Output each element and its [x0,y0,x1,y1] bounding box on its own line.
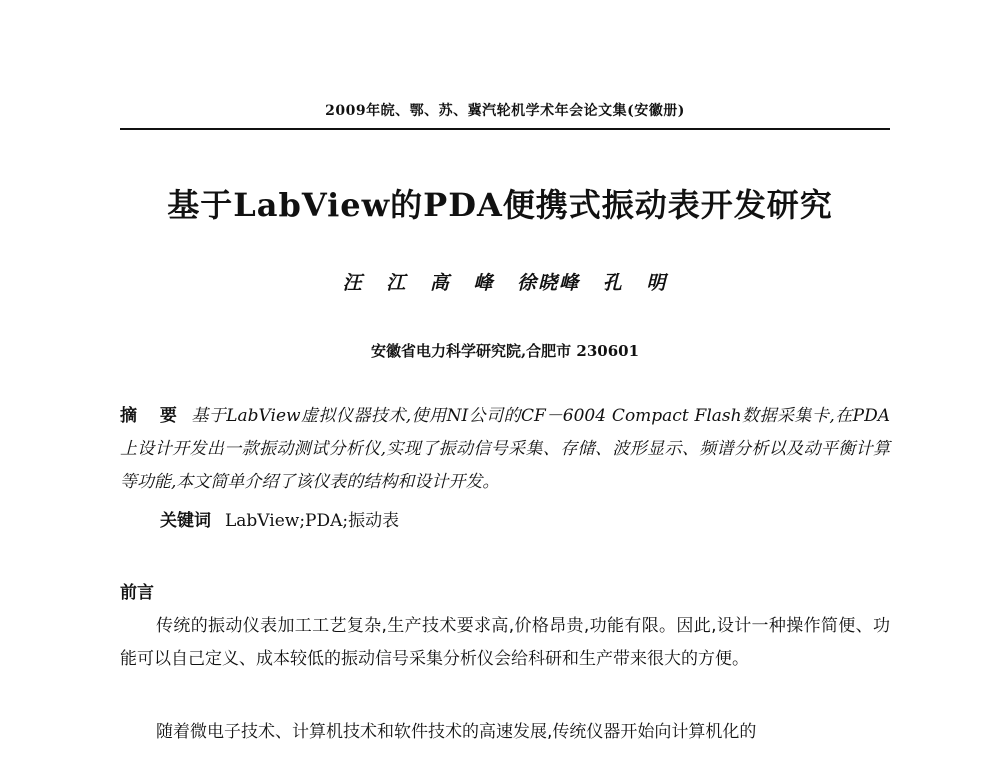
header-rule [120,128,890,130]
abstract-text: 基于LabView虚拟仪器技术,使用NI公司的CF－6004 Compact Flash数据采集卡,在PDA上设计开发出一款振动测试分析仪,实现了振动信号采集、存储、波形显示、频谱分析以及动平衡计算等功能,本文简单介绍了该仪表的结构和设计开发。 [120,406,890,492]
keywords [160,506,890,531]
body-paragraph: 随着微电子技术、计算机技术和软件技术的高速发展,传统仪器开始向计算机化的 [156,722,757,742]
paper-title: 基于LabView的PDA便携式振动表开发研究 [167,186,833,224]
author-list: 汪 江 高 峰 徐晓峰 孔 明 [342,272,668,294]
keywords-label: 关键词 [160,511,211,531]
keywords-text: LabView;PDA;振动表 [225,511,400,531]
running-header: 2009年皖、鄂、苏、冀汽轮机学术年会论文集(安徽册) [325,103,685,119]
section-heading: 前言 [120,583,154,603]
abstract-label: 摘 要 [120,406,186,426]
abstract [120,400,890,499]
affiliation: 安徽省电力科学研究院,合肥市 230601 [370,342,640,360]
body-paragraph: 传统的振动仪表加工工艺复杂,生产技术要求高,价格昂贵,功能有限。因此,设计一种操作简便、功能可以自己定义、成本较低的振动信号采集分析仪会给科研和生产带来很大的方便。 [120,616,890,669]
